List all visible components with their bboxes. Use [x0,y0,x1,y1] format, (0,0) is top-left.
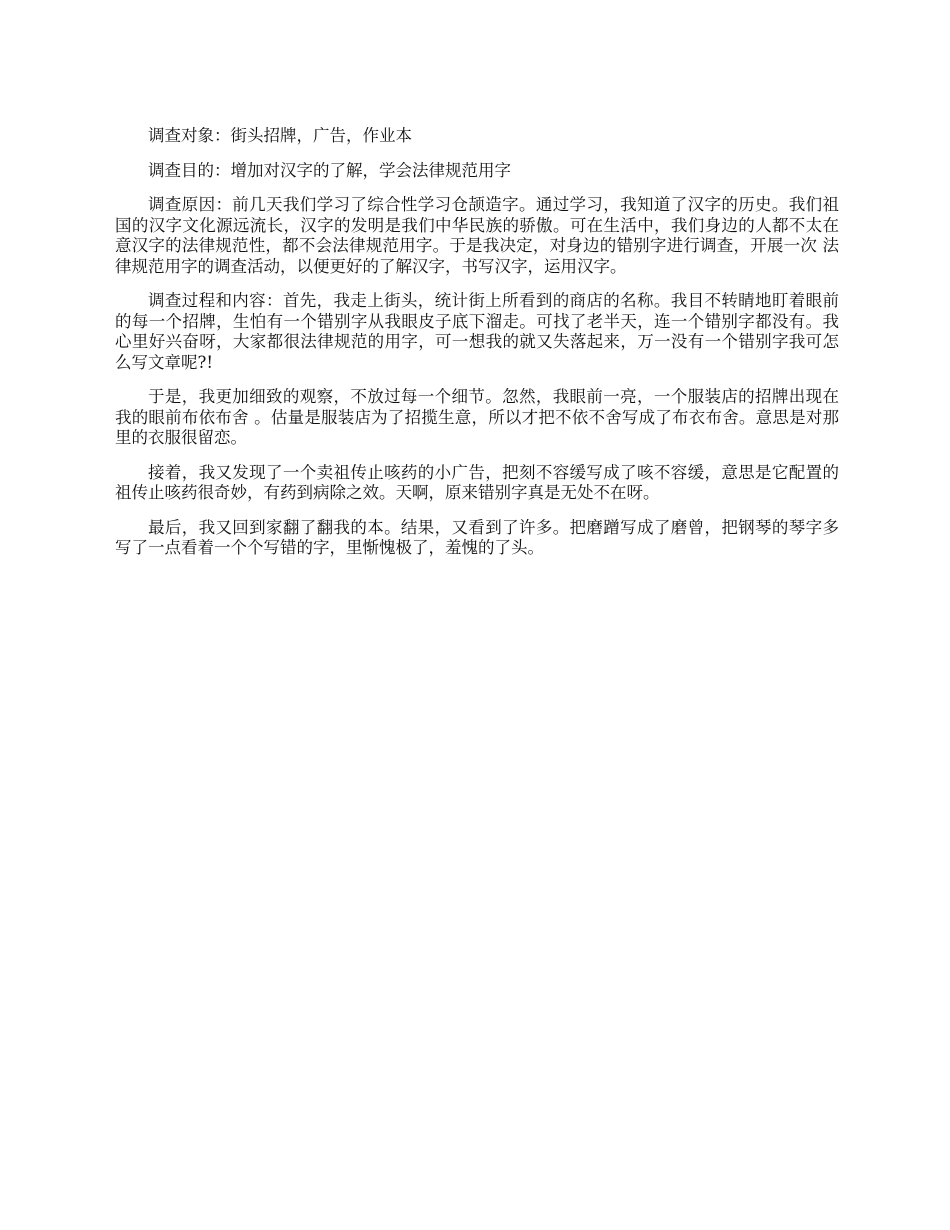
paragraph-survey-purpose: 调查目的：增加对汉字的了解，学会法律规范用字 [148,160,511,180]
paragraph-shop-sign: 于是，我更加细致的观察，不放过每一个细节。忽然，我眼前一亮，一个服装店的招牌出现在我的眼前布依布舍 。估量是服装店为了招揽生意，所以才把不依不舍写成了布衣布舍。意思是对那里的衣服很留恋。 [115,387,839,447]
paragraph-survey-object: 调查对象：街头招牌，广告，作业本 [148,126,412,145]
document-body [115,126,839,573]
paragraph-small-ad: 接着，我又发现了一个卖祖传止咳药的小广告，把刻不容缓写成了咳不容缓，意思是它配置的祖传止咳药很奇妙，有药到病除之效。天啊，原来错别字真是无处不在呀。 [115,462,839,502]
paragraph-survey-process: 调查过程和内容：首先，我走上街头，统计街上所看到的商店的名称。我目不转睛地盯着眼前的每一个招牌，生怕有一个错别字从我眼皮子底下溜走。可找了老半天，连一个错别字都没有。我心里好兴奋呀，大家都很法律规范的用字，可一想我的就又失落起来，万一没有一个错别字我可怎么写文章呢?! [115,291,839,372]
paragraph-survey-reason: 调查原因：前几天我们学习了综合性学习仓颉造字。通过学习，我知道了汉字的历史。我们祖国的汉字文化源远流长，汉字的发明是我们中华民族的骄傲。可在生活中，我们身边的人都不太在意汉字的法律规范性，都不会法律规范用字。于是我决定，对身边的错别字进行调查，开展一次 法律规范用字的调查活动，以便更好的了解汉字，书写汉字，运用汉字。 [115,195,839,276]
paragraph-homework: 最后，我又回到家翻了翻我的本。结果，又看到了许多。把磨蹭写成了磨曾，把钢琴的琴字多写了一点看着一个个写错的字，里惭愧极了，羞愧的了头。 [115,517,839,557]
